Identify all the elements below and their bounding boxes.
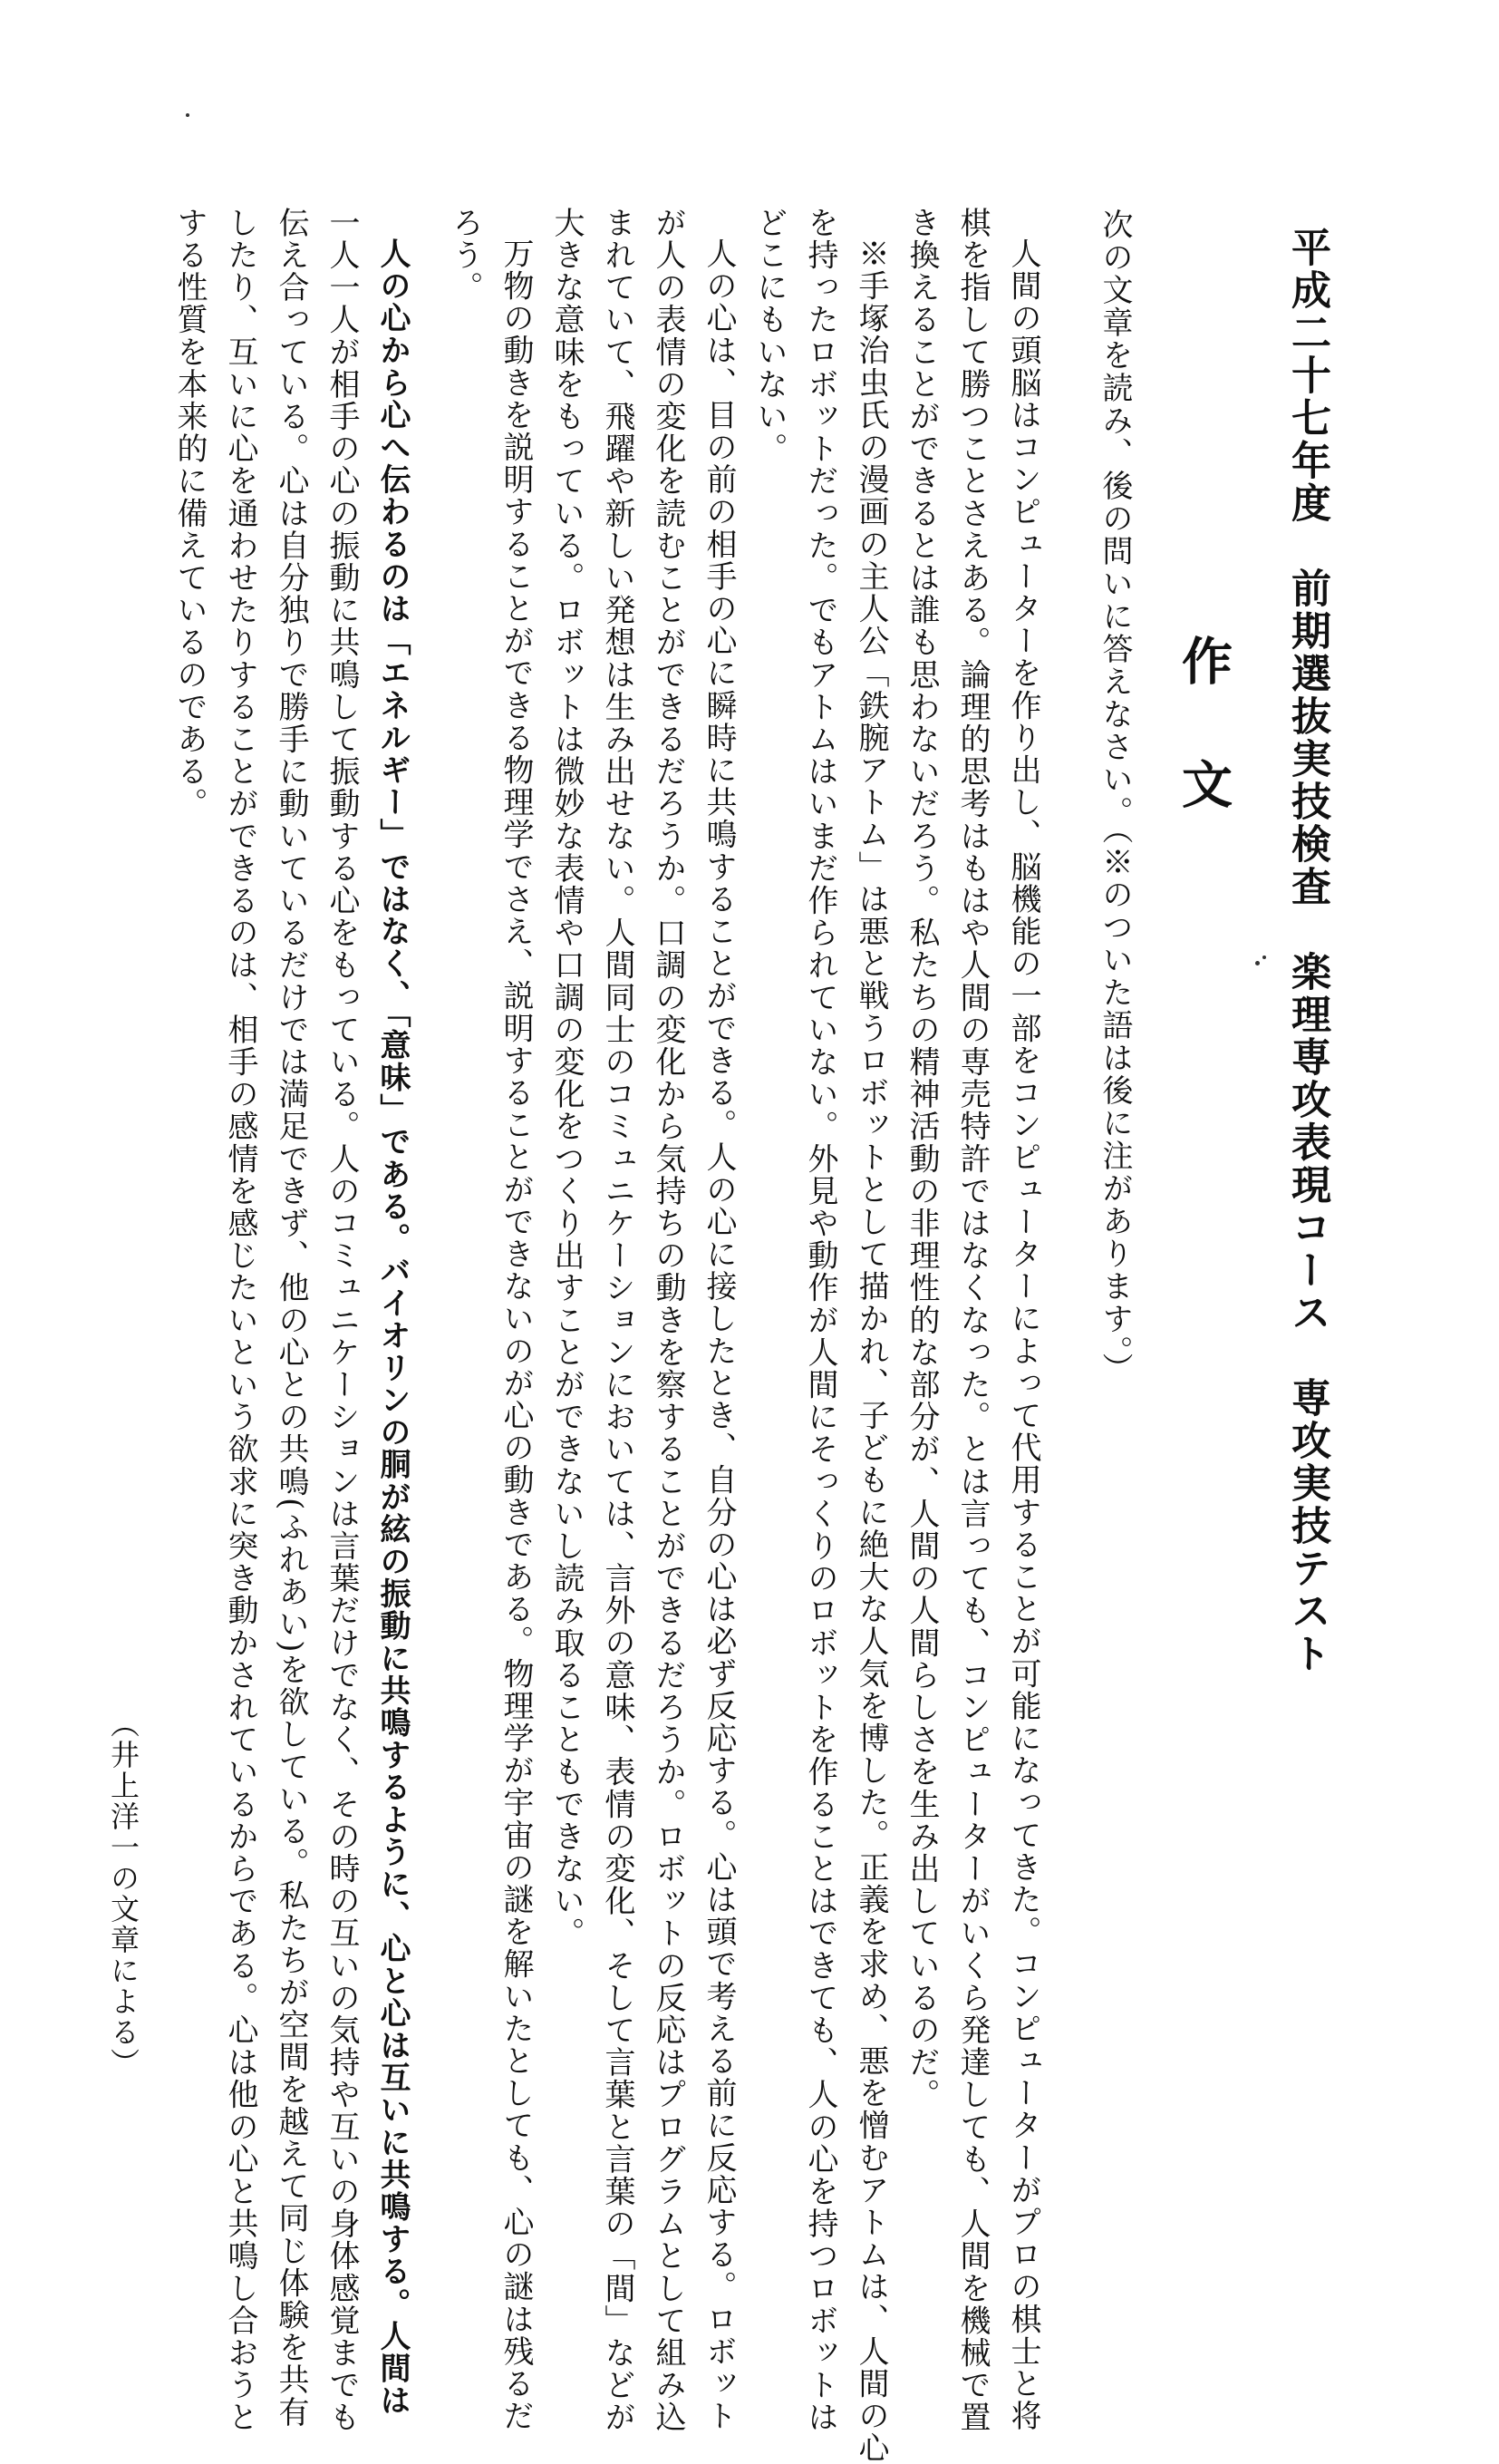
body-line: 人の心から心へ伝わるのは「エネルギー」ではなく、「意味」である。バイオリンの胴が絃の振動に共鳴するように、心と心は互いに共鳴する。人間は bbox=[374, 238, 411, 2417]
body-line: ※手塚治虫氏の漫画の主人公「鉄腕アトム」は悪と戦うロボットとして描かれ、子どもに絶大な人気を博した。正義を求め、悪を憎むアトムは、人間の心 bbox=[853, 238, 889, 2464]
body-line: が人の表情の変化を読むことができるだろうか。口調の変化から気持ちの動きを察することができるだろうか。ロボットの反応はプログラムとして組み込 bbox=[650, 207, 686, 2434]
body-line: 大きな意味をもっている。ロボットは微妙な表情や口調の変化をつくり出すことができないし読み取ることもできない。 bbox=[548, 207, 585, 1950]
section-heading: 作文 bbox=[1174, 635, 1233, 881]
body-line: どこにもいない。 bbox=[751, 207, 788, 465]
body-line: まれていて、飛躍や新しい発想は生み出せない。人間同士のコミュニケーションにおいては、言外の意味、表情の変化、そして言葉と言葉の「間」などが bbox=[599, 207, 635, 2434]
body-line: 万物の動きを説明することができる物理学でさえ、説明することができないのが心の動きである。物理学が宇宙の謎を解いたとしても、心の謎は残るだ bbox=[498, 238, 534, 2432]
body-line: き換えることができるとは誰も思わないだろう。私たちの精神活動の非理性的な部分が、人間の人間らしさを生み出しているのだ。 bbox=[904, 207, 940, 2111]
scan-speck bbox=[1262, 956, 1266, 959]
body-line: ろう。 bbox=[447, 207, 483, 304]
body-line: 人の心は、目の前の相手の心に瞬時に共鳴することができる。人の心に接したとき、自分の心は必ず反応する。心は頭で考える前に反応する。ロボット bbox=[701, 238, 737, 2432]
body-line: 伝え合っている。心は自分独りで勝手に動いているだけでは満足できず、他の心との共鳴(ふれあい)を欲している。私たちが空間を越えて同じ体験を共有 bbox=[273, 207, 309, 2429]
exam-title: 平成二十七年度 前期選抜実技検査 楽理専攻表現コース 専攻実技テスト bbox=[1284, 227, 1330, 1675]
instruction-text: 次の文章を読み、後の問いに答えなさい。（※のついた語は後に注があります。） bbox=[1097, 209, 1133, 1385]
body-line: を持ったロボットだった。でもアトムはいまだ作られていない。外見や動作が人間にそっくりのロボットを作ることはできても、人の心を持つロボットは bbox=[802, 207, 838, 2434]
body-line: したり、互いに心を通わせたりすることができるのは、相手の感情を感じたいという欲求に突き動かされているからである。心は他の心と共鳴し合おうと bbox=[222, 207, 258, 2434]
body-line: 人間の頭脳はコンピューターを作り出し、脳機能の一部をコンピューターによって代用することが可能になってきた。コンピューターがプロの棋士と将 bbox=[1005, 238, 1041, 2432]
body-line: 一人一人が相手の心の振動に共鳴して振動する心をもっている。人のコミュニケーションは言葉だけでなく、その時の互いの気持や互いの身体感覚までも bbox=[324, 207, 360, 2434]
body-line: する性質を本来的に備えているのである。 bbox=[171, 207, 208, 820]
body-line: 棋を指して勝つことさえある。論理的思考はもはや人間の専売特許ではなくなった。とは言っても、コンピューターがいくら発達しても、人間を機械で置 bbox=[954, 207, 991, 2434]
source-attribution: （井上洋一の文章による） bbox=[106, 1709, 140, 2079]
scan-speck bbox=[1255, 961, 1260, 965]
scan-speck bbox=[186, 113, 189, 117]
